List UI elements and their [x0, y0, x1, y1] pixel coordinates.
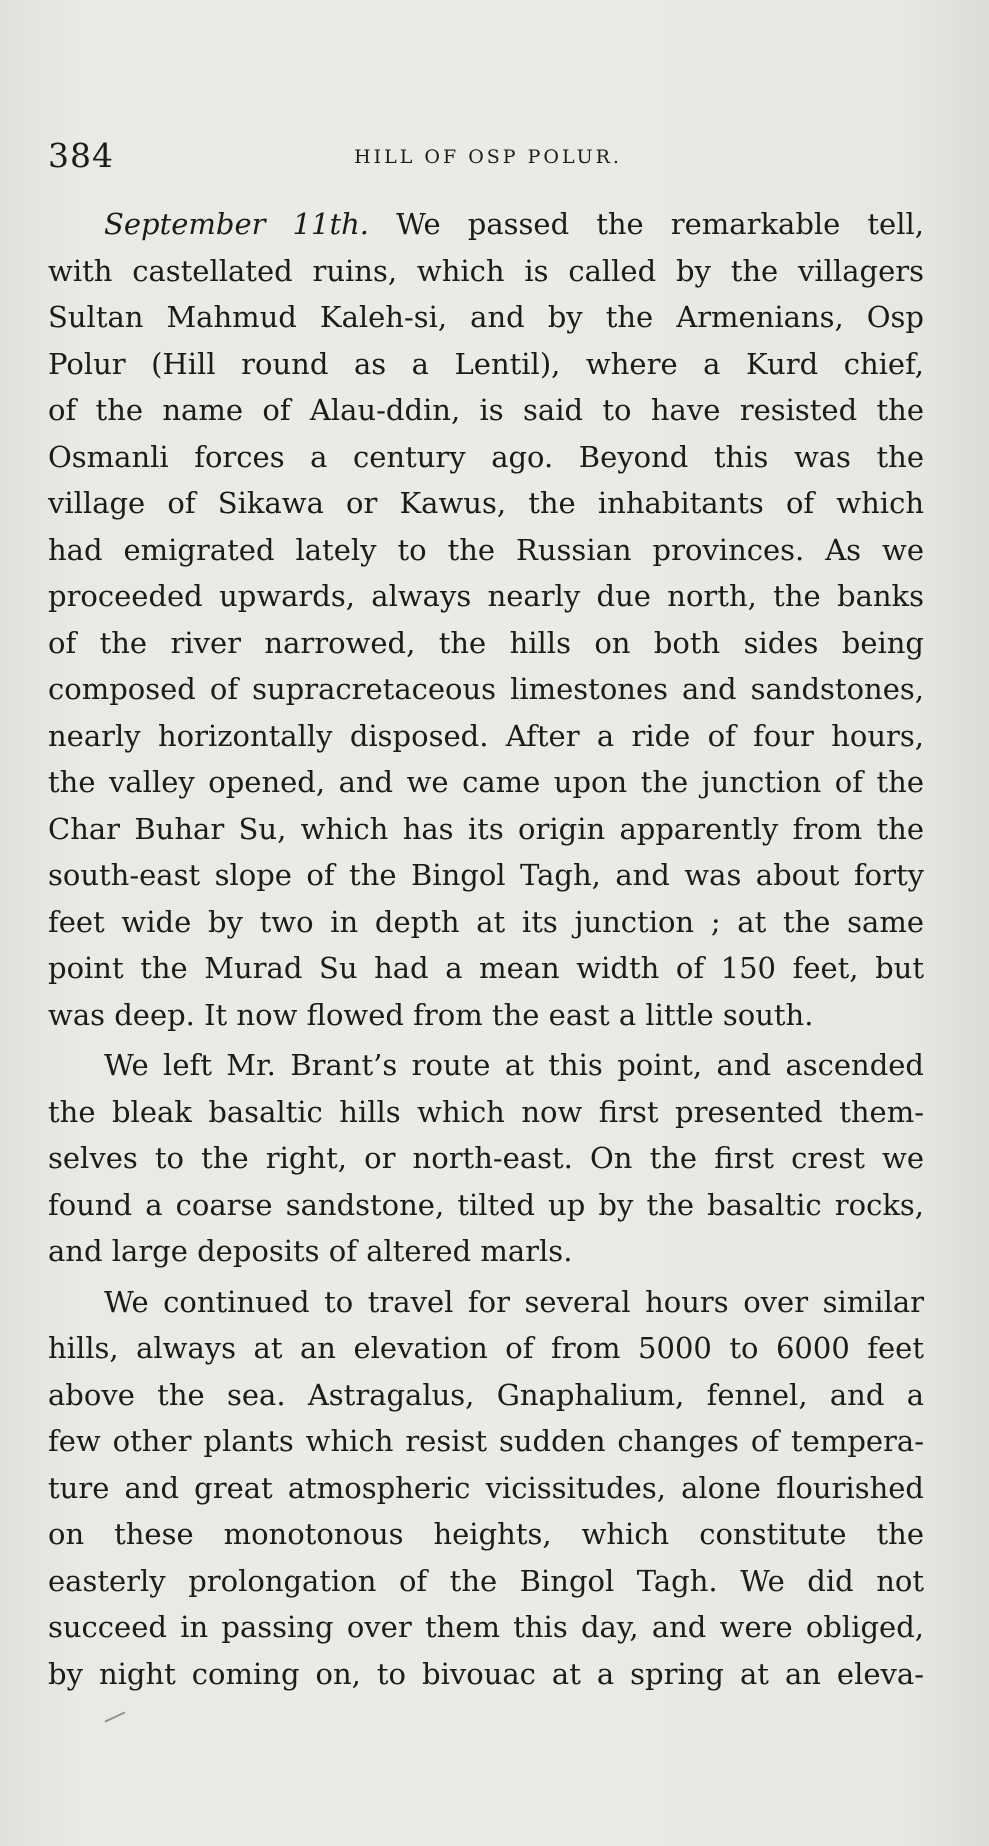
paragraph-1-line: had emigrated lately to the Russian provinces. As we [48, 532, 924, 567]
paragraph-3-line: by night coming on, to bivouac at a spring at an eleva- [48, 1656, 924, 1691]
paragraph-1-line: of the name of Alau-ddin, is said to have resisted the [48, 393, 924, 427]
paragraph-1-line: was deep. It now flowed from the east a little south. [48, 997, 814, 1032]
paragraph-1-line: Sultan Mahmud Kaleh-si, and by the Armenians, Osp [48, 300, 924, 334]
paragraph-3-line: hills, always at an elevation of from 5000 to 6000 feet [48, 1331, 924, 1365]
paragraph-1-line: village of Sikawa or Kawus, the inhabitants of which [48, 486, 924, 520]
paragraph-1-line: Osmanli forces a century ago. Beyond this was the [48, 439, 924, 474]
paragraph-1-line: the valley opened, and we came upon the junction of the [48, 765, 924, 799]
paragraph-2-line: found a coarse sandstone, tilted up by the basaltic rocks, [48, 1187, 924, 1222]
paragraph-1-line: Polur (Hill round as a Lentil), where a Kurd chief, [48, 346, 924, 381]
paragraph-2-line: the bleak basaltic hills which now first presented them- [48, 1094, 924, 1129]
body-text [48, 201, 924, 1697]
paragraph-3-line: on these monotonous heights, which constitute the [48, 1517, 924, 1551]
paragraph-1-line: south-east slope of the Bingol Tagh, and was about forty [48, 858, 924, 892]
paragraph-3-line: succeed in passing over them this day, and were obliged, [48, 1610, 924, 1644]
paragraph-1-line: Char Buhar Su, which has its origin apparently from the [48, 811, 924, 846]
ink-mark [105, 1711, 126, 1722]
paragraph-1-line: with castellated ruins, which is called by the villagers [48, 253, 924, 288]
paragraph-3-line: above the sea. Astragalus, Gnaphalium, fennel, and a [48, 1377, 924, 1412]
paragraph-1-line: composed of supracretaceous limestones and sandstones, [48, 672, 924, 706]
paragraph-2-line: selves to the right, or north-east. On the first crest we [48, 1141, 924, 1175]
paragraph-1-line: feet wide by two in depth at its junction ; at the same [48, 904, 924, 939]
paragraph-3-line: We continued to travel for several hours over similar [104, 1284, 924, 1319]
paragraph-1-line: of the river narrowed, the hills on both sides being [48, 625, 924, 660]
date-lead: September [104, 207, 266, 241]
line-text: We passed the remarkable tell, [396, 207, 924, 241]
paragraph-3-line: ture and great atmospheric vicissitudes, alone flourished [48, 1470, 924, 1505]
paragraph-2-line: We left Mr. Brant’s route at this point, and ascended [104, 1048, 924, 1082]
paragraph-1-line [48, 201, 924, 248]
paragraph-3-line: easterly prolongation of the Bingol Tagh. We did not [48, 1563, 924, 1598]
paragraph-2-line: and large deposits of altered marls. [48, 1234, 573, 1268]
page-number: 384 [48, 136, 114, 175]
paragraph-1-line: nearly horizontally disposed. After a ride of four hours, [48, 718, 924, 753]
paragraph-1-line: proceeded upwards, always nearly due north, the banks [48, 579, 924, 613]
running-head [48, 136, 928, 176]
paragraph-1-line: point the Murad Su had a mean width of 150 feet, but [48, 951, 924, 985]
running-title: HILL OF OSP POLUR. [354, 146, 622, 168]
date-day: 11th. [292, 207, 370, 241]
paragraph-3-line: few other plants which resist sudden changes of tempera- [48, 1424, 924, 1458]
